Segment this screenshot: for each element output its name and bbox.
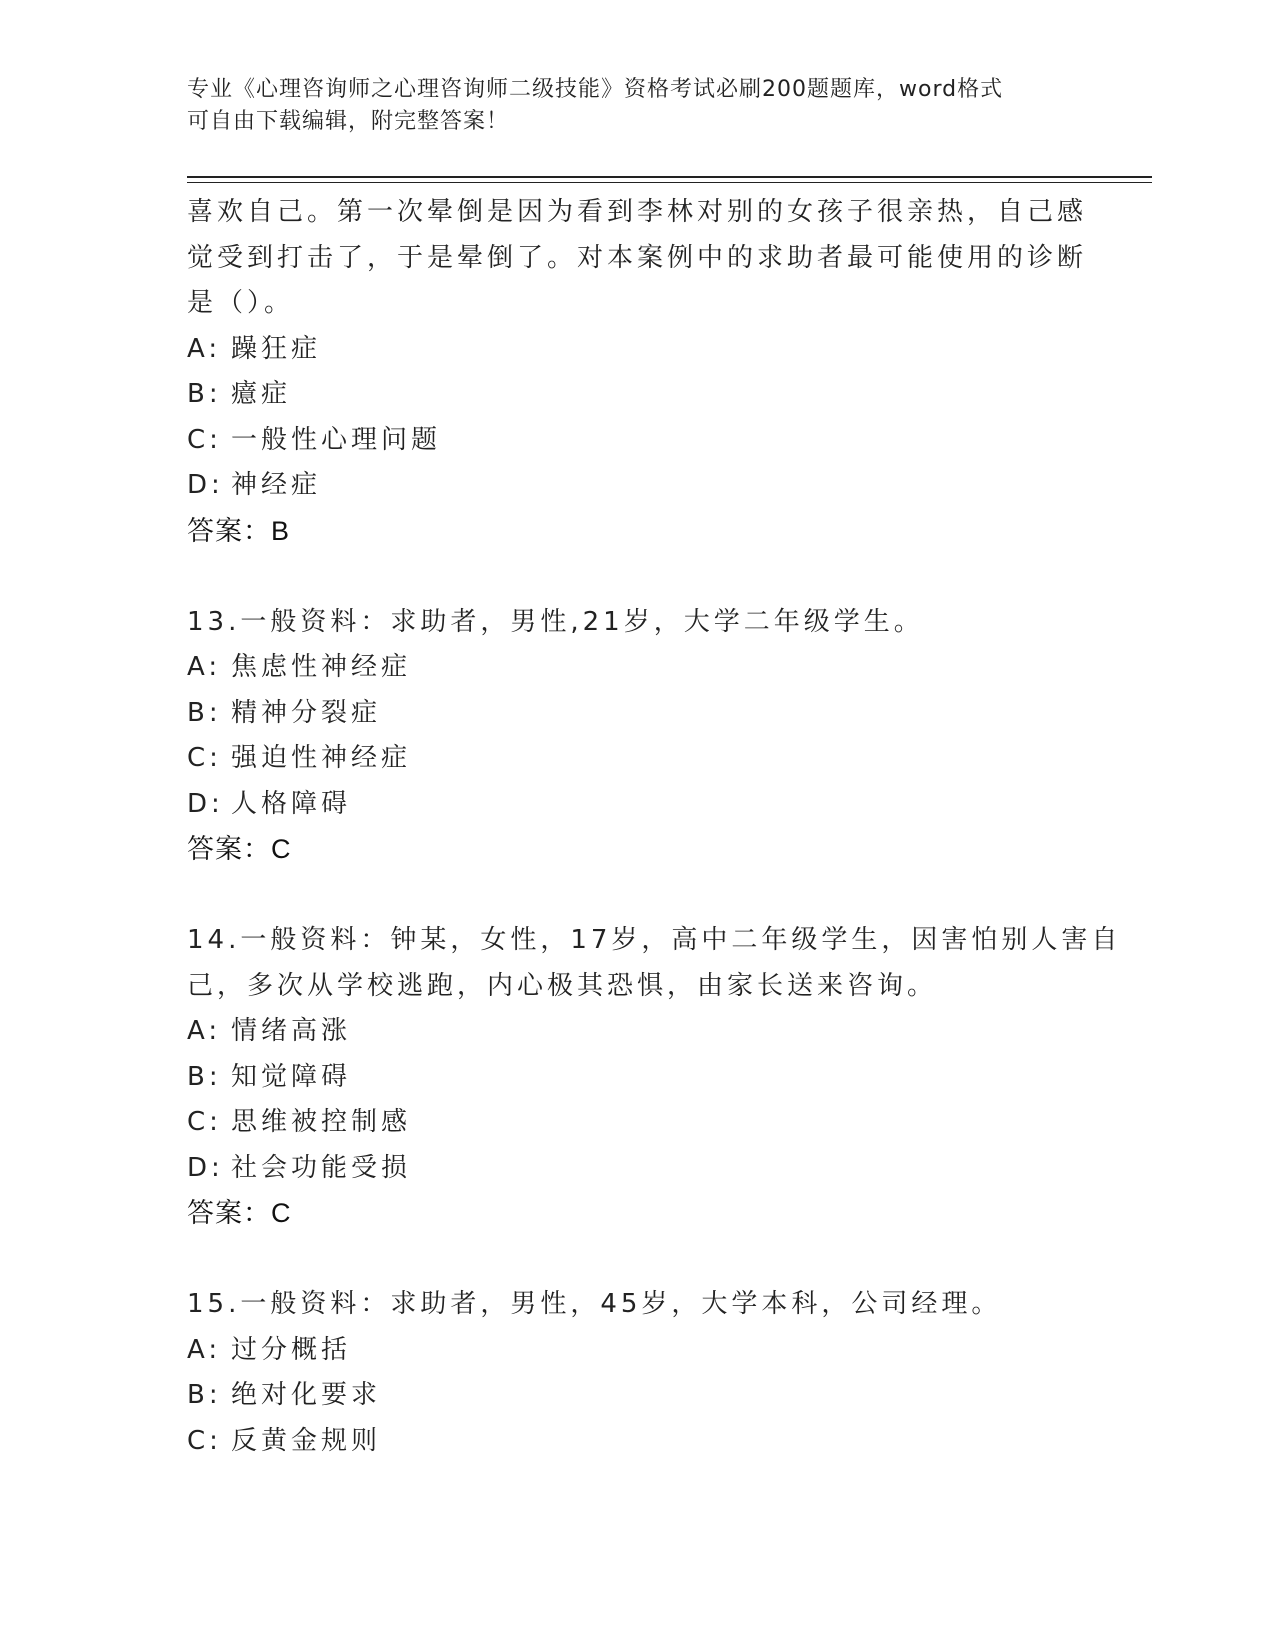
option-b (187, 1373, 1087, 1419)
option-text: 躁狂症 (231, 333, 322, 364)
header-title-line-2: 可自由下载编辑，附完整答案！ (187, 109, 510, 134)
option-text: 思维被控制感 (231, 1107, 412, 1137)
question-13 (187, 600, 1087, 873)
option-b (187, 372, 1087, 418)
option-a (187, 645, 1087, 691)
option-key: A: (187, 1334, 222, 1365)
question-15 (187, 1282, 1087, 1464)
option-text: 精神分裂症 (231, 697, 382, 728)
header-title-line-1: 专业《心理咨询师之心理咨询师二级技能》资格考试必刷200题题库，word格式 (187, 77, 1004, 102)
option-key: C: (187, 1425, 222, 1456)
option-c (187, 1100, 1087, 1146)
option-text: 神经症 (231, 470, 322, 500)
question-14 (187, 918, 1122, 1237)
option-key: B: (187, 1061, 222, 1092)
question-text-line: 15.一般资料：求助者，男性，45岁，大学本科，公司经理。 (187, 1289, 1002, 1319)
option-text: 过分概括 (231, 1334, 352, 1365)
question-text-line: 13.一般资料：求助者，男性,21岁，大学二年级学生。 (187, 606, 924, 637)
question-list (187, 190, 1122, 1464)
header-divider-thin (187, 182, 1152, 183)
spacer (187, 554, 1087, 600)
option-text: 社会功能受损 (231, 1152, 412, 1183)
option-d (187, 463, 1087, 509)
option-d (187, 1146, 1087, 1192)
option-text: 人格障碍 (231, 788, 352, 819)
answer-line: 答案：C (187, 1198, 292, 1228)
option-a (187, 1328, 1087, 1374)
option-d (187, 782, 1087, 828)
option-text: 一般性心理问题 (231, 424, 442, 455)
option-b (187, 691, 1087, 737)
option-text: 强迫性神经症 (231, 743, 412, 773)
option-text: 癔症 (231, 379, 292, 409)
option-key: A: (187, 652, 222, 682)
option-c (187, 418, 1087, 464)
option-a (187, 327, 1087, 373)
question-text-line: 14.一般资料：钟某，女性，17岁，高中二年级学生，因害怕别人害自 (187, 925, 1122, 955)
option-key: A: (187, 333, 222, 364)
question-text-line: 觉受到打击了，于是晕倒了。对本案例中的求助者最可能使用的诊断 (187, 242, 1088, 273)
question-text-line: 是（）。 (187, 288, 295, 318)
option-text: 焦虑性神经症 (231, 652, 412, 682)
option-key: B: (187, 1380, 222, 1410)
option-key: C: (187, 743, 222, 773)
option-key: D: (187, 470, 224, 500)
answer-line: 答案：B (187, 515, 291, 546)
option-key: D: (187, 788, 224, 819)
option-key: C: (187, 424, 222, 455)
option-c (187, 736, 1087, 782)
option-key: D: (187, 1152, 224, 1183)
answer-line: 答案：C (187, 834, 292, 864)
option-key: B: (187, 379, 222, 409)
option-key: C: (187, 1107, 222, 1137)
option-key: B: (187, 697, 222, 728)
option-c (187, 1419, 1087, 1465)
question-text-line: 喜欢自己。第一次晕倒是因为看到李林对别的女孩子很亲热，自己感 (187, 197, 1088, 227)
spacer (187, 873, 1087, 919)
spacer (187, 1237, 1087, 1283)
header-divider-thick (187, 176, 1152, 178)
option-text: 知觉障碍 (231, 1061, 352, 1092)
document-header (187, 74, 1087, 138)
option-text: 绝对化要求 (231, 1380, 382, 1410)
question-12-continuation (187, 190, 1087, 554)
option-a (187, 1009, 1087, 1055)
option-text: 情绪高涨 (231, 1016, 352, 1046)
option-key: A: (187, 1016, 222, 1046)
question-text-line: 己，多次从学校逃跑，内心极其恐惧，由家长送来咨询。 (187, 970, 938, 1001)
option-b (187, 1055, 1087, 1101)
option-text: 反黄金规则 (231, 1425, 382, 1456)
